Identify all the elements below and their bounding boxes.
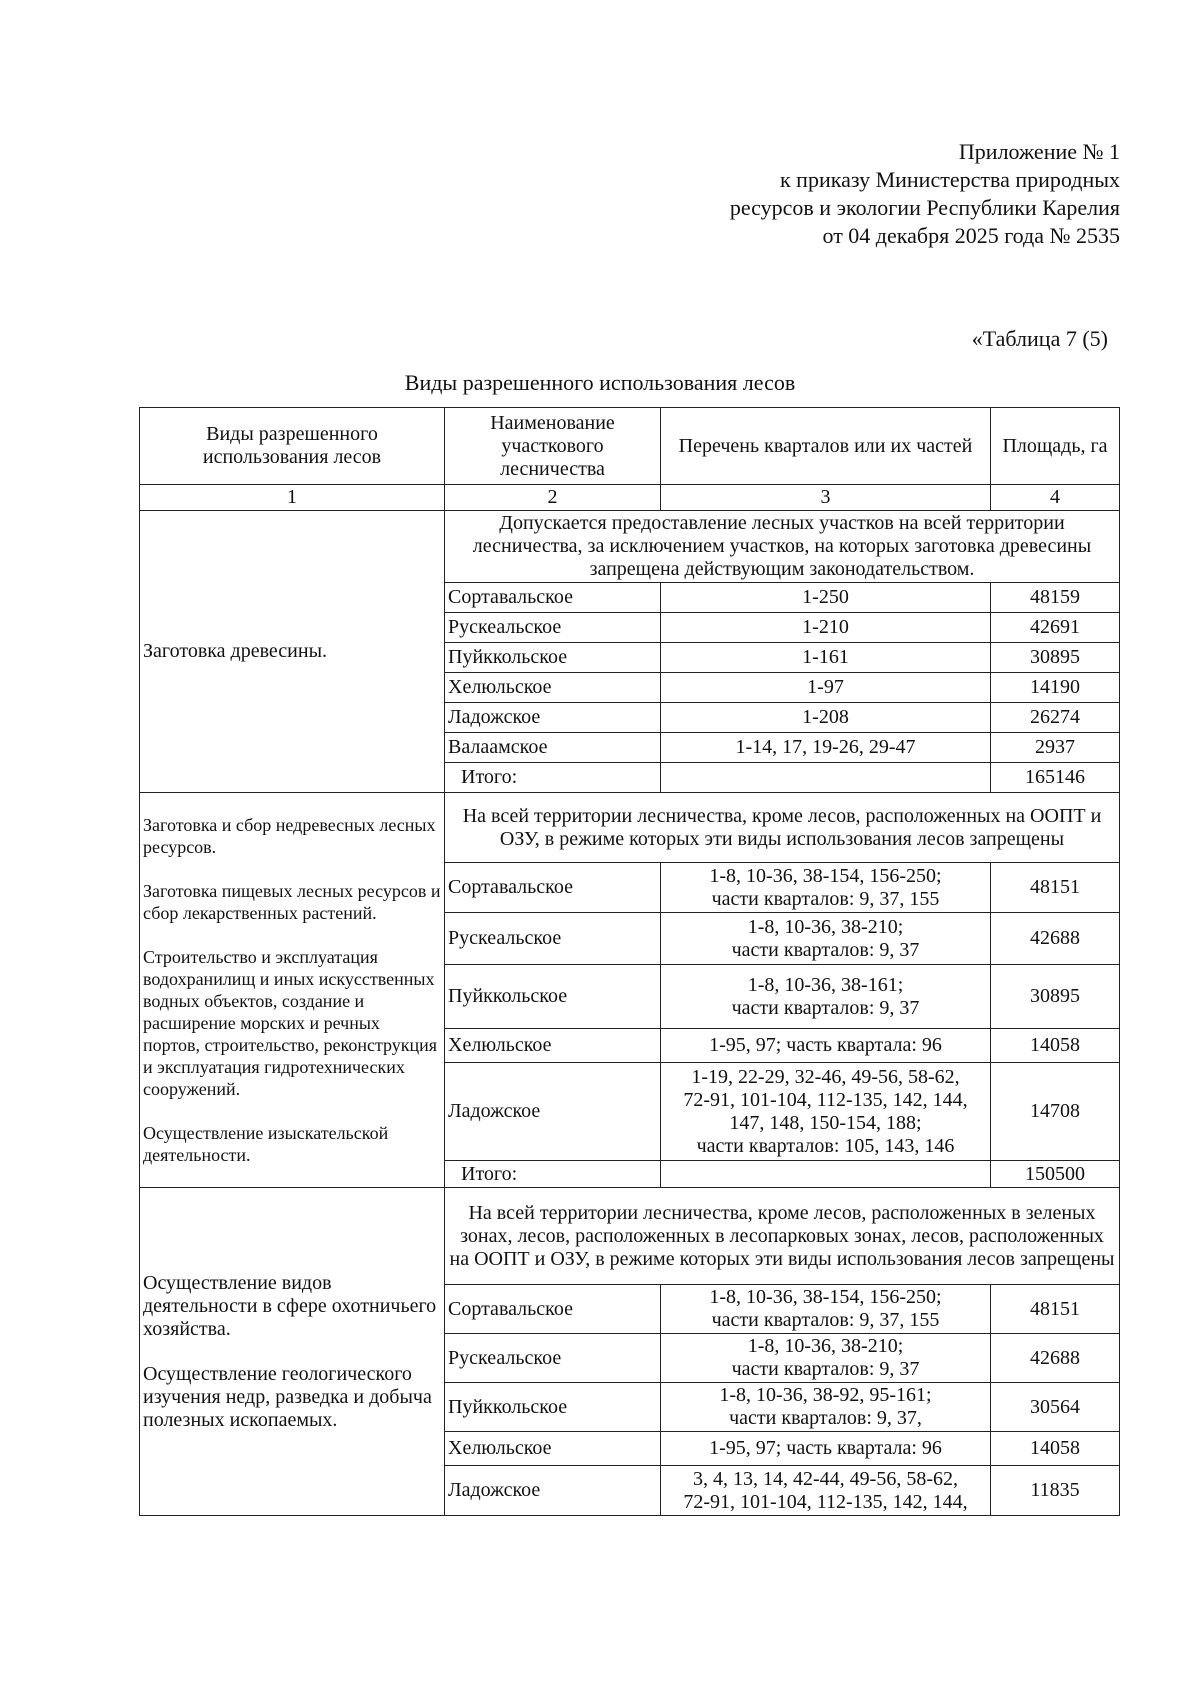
- usage-types-cell: [140, 1188, 445, 1516]
- annex-line: Приложение № 1: [958, 139, 1120, 164]
- forestry-name: Рускеальское: [445, 1334, 661, 1383]
- quarters-list: 1-208: [661, 703, 991, 733]
- forestry-name: Пуйккольское: [445, 643, 661, 673]
- quarters-list: 1-97: [661, 673, 991, 703]
- total-empty-cell: [661, 1161, 991, 1188]
- area-value: 42688: [991, 1334, 1120, 1383]
- total-value: 150500: [991, 1161, 1120, 1188]
- usage-type: Осуществление изыскательской деятельности.: [143, 1123, 389, 1165]
- forestry-name: Ладожское: [445, 703, 661, 733]
- header-col4: Площадь, га: [991, 408, 1120, 485]
- quarters-list: 1-95, 97; часть квартала: 96: [661, 1029, 991, 1063]
- forestry-name: Хелюльское: [445, 673, 661, 703]
- quarters-list: 1-95, 97; часть квартала: 96: [661, 1432, 991, 1466]
- area-value: 14190: [991, 673, 1120, 703]
- header-num: 2: [445, 485, 661, 511]
- area-value: 42688: [991, 913, 1120, 965]
- forestry-name: Рускеальское: [445, 913, 661, 965]
- header-col2: Наименование участкового лесничества: [445, 408, 661, 485]
- quarters-list: 3, 4, 13, 14, 42-44, 49-56, 58-62, 72-91, 101-104, 112-135, 142, 144,: [661, 1466, 991, 1516]
- quarters-list: 1-8, 10-36, 38-161; части кварталов: 9, 37: [661, 965, 991, 1029]
- quarters-list: 1-210: [661, 613, 991, 643]
- usage-type: Строительство и эксплуатация водохранилищ и иных искусственных водных объектов, создание и расширение морских и речных портов, строительство, реконструкция и эксплуатация гидротехнических сооружений.: [143, 947, 438, 1099]
- forestry-name: Валаамское: [445, 733, 661, 763]
- table-title: Виды разрешенного использования лесов: [404, 370, 796, 395]
- section-note-row: [140, 511, 1120, 583]
- area-value: 30895: [991, 643, 1120, 673]
- forestry-name: Хелюльское: [445, 1029, 661, 1063]
- forestry-name: Хелюльское: [445, 1432, 661, 1466]
- area-value: 30564: [991, 1383, 1120, 1432]
- area-value: 2937: [991, 733, 1120, 763]
- area-value: 48151: [991, 1285, 1120, 1334]
- area-value: 26274: [991, 703, 1120, 733]
- header-num: 3: [661, 485, 991, 511]
- area-value: 14058: [991, 1029, 1120, 1063]
- area-value: 14058: [991, 1432, 1120, 1466]
- header-number-row: [140, 485, 1120, 511]
- header-row: [140, 408, 1120, 485]
- usage-type: Заготовка пищевых лесных ресурсов и сбор лекарственных растений.: [143, 881, 441, 923]
- quarters-list: 1-14, 17, 19-26, 29-47: [661, 733, 991, 763]
- section-note: Допускается предоставление лесных участков на всей территории лесничества, за исключением участков, на которых заготовка древесины запрещена действующим законодательством.: [445, 511, 1120, 583]
- quarters-list: 1-8, 10-36, 38-210; части кварталов: 9, 37: [661, 1334, 991, 1383]
- area-value: 48159: [991, 583, 1120, 613]
- usage-type: Заготовка и сбор недревесных лесных ресурсов.: [143, 815, 436, 857]
- forestry-name: Ладожское: [445, 1466, 661, 1516]
- header-num: 4: [991, 485, 1120, 511]
- table-reference: «Таблица 7 (5): [971, 326, 1108, 351]
- usage-type: Осуществление видов деятельности в сфере охотничьего хозяйства.: [143, 1271, 437, 1340]
- annex-line: к приказу Министерства природных: [779, 167, 1120, 192]
- area-value: 30895: [991, 965, 1120, 1029]
- usage-types-cell: [140, 793, 445, 1188]
- usage-type: Осуществление геологического изучения недр, разведка и добыча полезных ископаемых.: [143, 1362, 432, 1431]
- usage-types-cell: [140, 511, 445, 793]
- section-note-row: [140, 1188, 1120, 1285]
- header-num: 1: [140, 485, 445, 511]
- forestry-name: Сортавальское: [445, 863, 661, 913]
- quarters-list: 1-8, 10-36, 38-92, 95-161; части кварталов: 9, 37,: [661, 1383, 991, 1432]
- forestry-name: Ладожское: [445, 1063, 661, 1161]
- total-value: 165146: [991, 763, 1120, 793]
- header-col3: Перечень кварталов или их частей: [661, 408, 991, 485]
- total-label: Итого:: [445, 763, 661, 793]
- forestry-name: Пуйккольское: [445, 1383, 661, 1432]
- quarters-list: 1-8, 10-36, 38-154, 156-250; части кварталов: 9, 37, 155: [661, 863, 991, 913]
- quarters-list: 1-161: [661, 643, 991, 673]
- area-value: 48151: [991, 863, 1120, 913]
- section-note-row: [140, 793, 1120, 863]
- annex-line: ресурсов и экологии Республики Карелия: [729, 195, 1120, 220]
- annex-header: [730, 138, 1120, 250]
- area-value: 11835: [991, 1466, 1120, 1516]
- area-value: 14708: [991, 1063, 1120, 1161]
- annex-line: от 04 декабря 2025 года № 2535: [822, 223, 1120, 248]
- quarters-list: 1-250: [661, 583, 991, 613]
- area-value: 42691: [991, 613, 1120, 643]
- forestry-name: Рускеальское: [445, 613, 661, 643]
- forestry-name: Сортавальское: [445, 1285, 661, 1334]
- forestry-name: Пуйккольское: [445, 965, 661, 1029]
- quarters-list: 1-8, 10-36, 38-154, 156-250; части кварталов: 9, 37, 155: [661, 1285, 991, 1334]
- usage-type: Заготовка древесины.: [143, 640, 328, 662]
- forestry-name: Сортавальское: [445, 583, 661, 613]
- section-note: На всей территории лесничества, кроме лесов, расположенных на ООПТ и ОЗУ, в режиме которых эти виды использования лесов запрещены: [445, 793, 1120, 863]
- forest-use-table: [139, 407, 1120, 1516]
- section-note: На всей территории лесничества, кроме лесов, расположенных в зеленых зонах, лесов, расположенных в лесопарковых зонах, лесов, расположенных на ООПТ и ОЗУ, в режиме которых эти виды использования лесов запрещены: [445, 1188, 1120, 1285]
- header-col1: Виды разрешенного использования лесов: [140, 408, 445, 485]
- total-empty-cell: [661, 763, 991, 793]
- quarters-list: 1-8, 10-36, 38-210; части кварталов: 9, 37: [661, 913, 991, 965]
- total-label: Итого:: [445, 1161, 661, 1188]
- quarters-list: 1-19, 22-29, 32-46, 49-56, 58-62, 72-91, 101-104, 112-135, 142, 144, 147, 148, 150-154, 188; части кварталов: 105, 143, 146: [661, 1063, 991, 1161]
